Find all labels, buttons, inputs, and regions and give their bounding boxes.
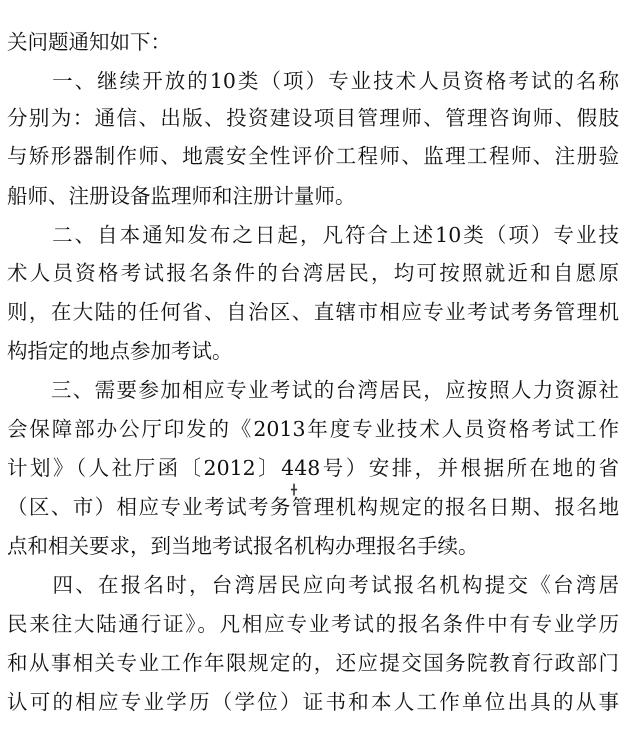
paragraph-line: 一、继续开放的10类（项）专业技术人员资格考试的名称 [7, 69, 619, 93]
paragraph-line: 则，在大陆的任何省、自治区、直辖市相应专业考试考务管理机 [7, 300, 619, 324]
paragraph-line: 民来往大陆通行证》。凡相应专业考试的报名条件中有专业学历 [7, 612, 619, 636]
paragraph-line: 构指定的地点参加考试。 [7, 339, 233, 363]
paragraph-line: 和从事相关专业工作年限规定的，还应提交国务院教育行政部门 [7, 651, 619, 675]
paragraph-line: 术人员资格考试报名条件的台湾居民，均可按照就近和自愿原 [7, 261, 619, 285]
crosshair-mark: ╋ [291, 485, 298, 496]
paragraph-line: 船师、注册设备监理师和注册计量师。 [7, 184, 356, 208]
paragraph-line: 二、自本通知发布之日起，凡符合上述10类（项）专业技 [7, 223, 619, 247]
paragraph-line: 会保障部办公厅印发的《2013年度专业技术人员资格考试工作 [7, 417, 619, 441]
paragraph-line: 四、在报名时，台湾居民应向考试报名机构提交《台湾居 [7, 573, 619, 597]
paragraph-line: （区、市）相应专业考试考务管理机构规定的报名日期、报名地 [7, 495, 619, 519]
paragraph-line: 计划》（人社厅函〔2012〕448号）安排，并根据所在地的省 [7, 456, 619, 480]
paragraph-line: 认可的相应专业学历（学位）证书和本人工作单位出具的从事 [7, 690, 619, 714]
paragraph-line: 分别为：通信、出版、投资建设项目管理师、管理咨询师、假肢 [7, 106, 619, 130]
paragraph-line: 点和相关要求，到当地考试报名机构办理报名手续。 [7, 534, 479, 558]
paragraph-line: 与矫形器制作师、地震安全性评价工程师、监理工程师、注册验 [7, 144, 619, 168]
paragraph-line: 三、需要参加相应专业考试的台湾居民，应按照人力资源社 [7, 378, 619, 402]
paragraph-line: 关问题通知如下： [7, 30, 171, 54]
